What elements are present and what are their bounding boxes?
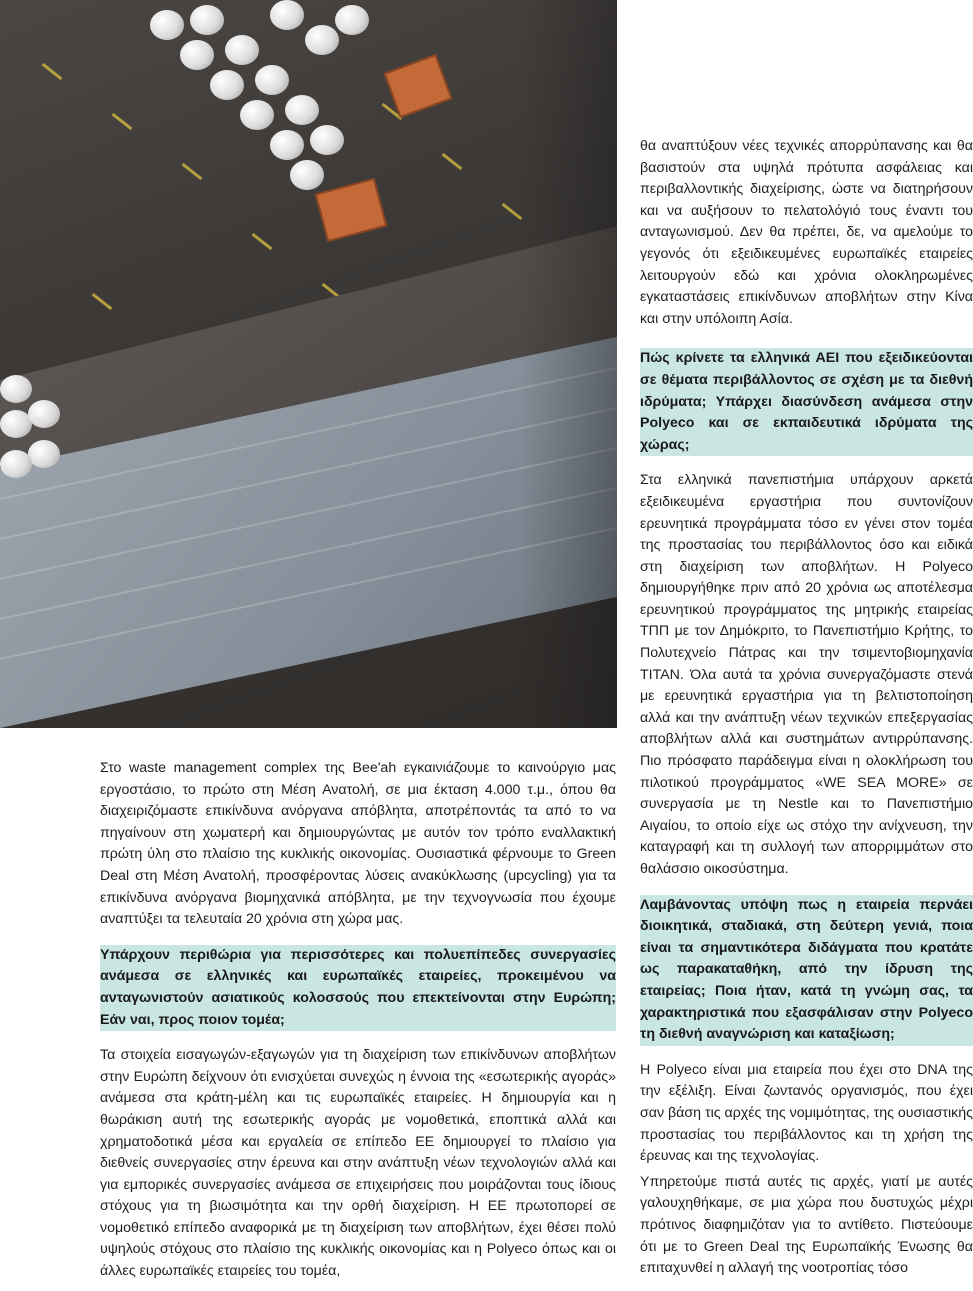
waste-bag (240, 100, 274, 130)
left-column (100, 758, 616, 1291)
question-text: Πώς κρίνετε τα ελληνικά ΑΕΙ που εξειδικεύονται σε θέματα περιβάλλοντος σε σχέση με τα διεθνή ιδρύματα; Υπάρχει διασύνδεση ανάμεσα στην Polyeco και σε εκπαιδευτικά ιδρύματα της χώρας; (640, 350, 973, 453)
answer-paragraph: Στα ελληνικά πανεπιστήμια υπάρχουν αρκετά εξειδικευμένα εργαστήρια που συντονίζουν ερευνητικά προγράμματα τόσο εν γένει στον τομέα της προστασίας του περιβάλλοντος όσο και ειδικά στη διαχείριση των αποβλήτων. Η Polyeco δημιουργήθηκε πριν από 20 χρόνια ως αποτέλεσμα ερευνητικού προγράμματος της μητρικής εταιρείας ΤΠΠ με τον Δημόκριτο, το Πανεπιστήμιο Κρήτης, το Πολυτεχνείο Πάτρας και την τσιμεντοβιομηχανία ΤΙΤΑΝ. Όλα αυτά τα χρόνια συνεργαζόμαστε στενά με ερευνητικά εργαστήρια για τη βελτιστοποίηση αλλά και την ανάπτυξη νέων τεχνικών επεξεργασίας αποβλήτων αλλά και συστημάτων αντιρρύπανσης. Πιο πρόσφατο παράδειγμα είναι η ολοκλήρωση του πιλοτικού προγράμματος «WE SEA MORE» σε συνεργασία με τη Nestle και το Πανεπιστήμιο Αιγαίου, το οποίο είχε ως στόχο την ανίχνευση, την καταγραφή και τη συλλογή των απορριμμάτων στο θαλάσσιο οικοσύστημα. (640, 472, 973, 877)
waste-bag (180, 40, 214, 70)
waste-bag (310, 125, 344, 155)
answer-paragraph: Τα στοιχεία εισαγωγών-εξαγωγών για τη διαχείριση των επικίνδυνων αποβλήτων στην Ευρώπη δείχνουν ότι ενισχύεται συνεχώς η έννοια της «εσωτερικής αγοράς» ανάμεσα στα κράτη-μέλη και τις ευρωπαϊκές εταιρείες. Η δημιουργία και η θωράκιση αυτή της εσωτερικής αγοράς με νομοθετικά, εποπτικά αλλά και χρηματοδοτικά μέσα και εργαλεία σε επίπεδο ΕΕ δημιουργεί το πλαίσιο για διεθνείς συνεργασίες στην έρευνα και στην ανάπτυξη νέων τεχνολογιών αλλά και για εμπορικές συνεργασίες ανάμεσα σε επιχειρήσεις που μοιράζονται τους ίδιους στόχους για τη βιωσιμότητα και την ορθή διαχείριση. Η ΕΕ πρωτοπορεί σε νομοθετικό επίπεδο αναφορικά με τη διαχείριση των αποβλήτων, έχει θέσει πολύ υψηλούς στόχους στο πλαίσιο της κυκλικής οικονομίας και η Polyeco όπως και οι άλλες ευρωπαϊκές εταιρείες του τομέα, (100, 1047, 616, 1280)
waste-bag (285, 95, 319, 125)
question-heading (640, 895, 973, 1046)
aerial-photo (0, 0, 617, 728)
waste-bag (270, 0, 304, 30)
waste-bag (190, 5, 224, 35)
waste-bag (28, 400, 60, 428)
waste-bag (0, 450, 32, 478)
waste-bag (255, 65, 289, 95)
right-column (640, 136, 973, 1288)
waste-bag (210, 70, 244, 100)
waste-bag (150, 10, 184, 40)
waste-bag (335, 5, 369, 35)
waste-bag (0, 375, 32, 403)
waste-bag (305, 25, 339, 55)
answer-paragraph: Η Polyeco είναι μια εταιρεία που έχει στο DNA της την εξέλιξη. Είναι ζωντανός οργανισμός, που έχει σαν βάση τις αρχές της νομιμότητας, της ουσιαστικής προστασίας του περιβάλλοντος και τη χρήση της έρευνας και της τεχνολογίας. (640, 1061, 973, 1165)
intro-paragraph: Στο waste management complex της Bee'ah εγκαινιάζουμε το καινούργιο μας εργοστάσιο, το πρώτο στη Μέση Ανατολή, σε μια έκταση 4.000 τ.μ., όπου θα διαχειριζόμαστε επικίνδυνα ανόργανα απόβλητα, αποτρέποντάς τα από το να πηγαίνουν στη χωματερή και δημιουργώντας με αυτόν τον τρόπο εναλλακτική πρώτη ύλη στο πλαίσιο της κυκλικής οικονομίας. Ουσιαστικά φέρνουμε το Green Deal στη Μέση Ανατολή, προσφέροντας λύσεις ανακύκλωσης (upcycling) για τα επικίνδυνα ανόργανα βιομηχανικά απόβλητα, με την τεχνογνωσία που έχουμε αναπτύξει τα τελευταία 20 χρόνια στη χώρα μας. (100, 760, 616, 928)
question-heading (100, 945, 616, 1031)
waste-bag (290, 160, 324, 190)
waste-bag (28, 440, 60, 468)
question-heading (640, 348, 973, 456)
tower-shadow (520, 0, 617, 728)
waste-bag (225, 35, 259, 65)
question-text: Υπάρχουν περιθώρια για περισσότερες και πολυεπίπεδες συνεργασίες ανάμεσα σε ελληνικές και ευρωπαϊκές εταιρείες, προκειμένου να ανταγωνιστούν ασιατικούς κολοσσούς που επεκτείνονται στην Ευρώπη; Εάν ναι, προς ποιον τομέα; (100, 946, 616, 1028)
answer-paragraph: Υπηρετούμε πιστά αυτές τις αρχές, γιατί με αυτές γαλουχηθήκαμε, σε μια χώρα που δυστυχώς μέχρι πρότινος διαφημιζόταν για το αντίθετο. Πιστεύουμε ότι με το Green Deal της Ευρωπαϊκής Ένωσης θα επιταχυνθεί η αλλαγή της νοοτροπίας τόσο (640, 1173, 973, 1277)
question-text: Λαμβάνοντας υπόψη πως η εταιρεία περνάει διοικητικά, σταδιακά, στη δεύτερη γενιά, ποια είναι τα σημαντικότερα διδάγματα που κρατάτε ως παρακαταθήκη, από την ίδρυση της εταιρείας; Ποια ήταν, κατά τη γνώμη σας, τα χαρακτηριστικά που εξασφάλισαν στην Polyeco τη διεθνή αναγνώριση και καταξίωση; (640, 896, 973, 1043)
waste-bag (270, 130, 304, 160)
continuation-paragraph: θα αναπτύξουν νέες τεχνικές απορρύπανσης και θα βασιστούν στα υψηλά πρότυπα ασφάλειας και περιβαλλοντικής διαχείρισης, ώστε να διατηρήσουν και να αυξήσουν το πελατολόγιό τους έναντι του ανταγωνισμού. Δεν θα πρέπει, δε, να αμελούμε το γεγονός ότι εξειδικευμένες ευρωπαϊκές εταιρείες λειτουργούν εδώ και χρόνια ολοκληρωμένες εγκαταστάσεις επικίνδυνων αποβλήτων στην Κίνα και στην υπόλοιπη Ασία. (640, 138, 973, 327)
